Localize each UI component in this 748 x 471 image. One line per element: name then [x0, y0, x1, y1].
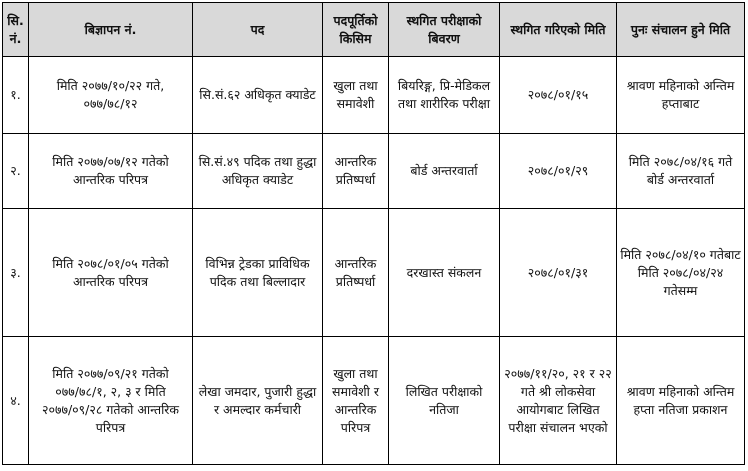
cell-postponed-exam: बियरिङ्ग, प्रि-मेडिकल तथा शारीरिक परीक्षा	[389, 57, 500, 134]
cell-post: विभिन्न ट्रेडका प्राविधिक पदिक तथा बिल्लादार	[193, 209, 323, 337]
cell-postponed-date: २०७८/०१/२९	[500, 134, 617, 209]
header-notice-number: बिज्ञापन नं.	[29, 3, 193, 57]
cell-postponed-date: २०७८/०१/३१	[500, 209, 617, 337]
table-row	[3, 57, 745, 134]
postponed-exam-table	[2, 2, 745, 465]
table-row	[3, 337, 745, 465]
cell-recruitment-type: खुला तथा समावेशी	[323, 57, 389, 134]
cell-resume-date: श्रावण महिनाको अन्तिम हप्ताबाट	[617, 57, 745, 134]
cell-recruitment-type: खुला तथा समावेशी र आन्तरिक परिपत्र	[323, 337, 389, 465]
cell-serial-number: ३.	[3, 209, 29, 337]
cell-postponed-exam: दरखास्त संकलन	[389, 209, 500, 337]
cell-post: सि.सं.४९ पदिक तथा हुद्धा अधिकृत क्याडेट	[193, 134, 323, 209]
table-row	[3, 209, 745, 337]
cell-postponed-date: २०७७/११/२०, २१ र २२ गते श्री लोकसेवा आयोगबाट लिखित परीक्षा संचालन भएको	[500, 337, 617, 465]
cell-post: लेखा जमदार, पुजारी हुद्धा र अमल्दार कर्मचारी	[193, 337, 323, 465]
cell-postponed-exam: बोर्ड अन्तरवार्ता	[389, 134, 500, 209]
cell-resume-date: मिति २०७८/०४/१० गतेबाट मिति २०७८/०४/२४ गतेसम्म	[617, 209, 745, 337]
cell-notice-number: मिति २०७७/०७/१२ गतेको आन्तरिक परिपत्र	[29, 134, 193, 209]
cell-post: सि.सं.६२ अधिकृत क्याडेट	[193, 57, 323, 134]
cell-recruitment-type: आन्तरिक प्रतिष्पर्धा	[323, 134, 389, 209]
cell-notice-number: मिति २०७८/०१/०५ गतेको आन्तरिक परिपत्र	[29, 209, 193, 337]
cell-resume-date: श्रावण महिनाको अन्तिम हप्ता नतिजा प्रकाशन	[617, 337, 745, 465]
header-postponed-exam: स्थगित परीक्षाको बिवरण	[389, 3, 500, 57]
cell-recruitment-type: आन्तरिक प्रतिष्पर्धा	[323, 209, 389, 337]
cell-resume-date: मिति २०७८/०४/१६ गते बोर्ड अन्तरवार्ता	[617, 134, 745, 209]
cell-postponed-exam: लिखित परीक्षाको नतिजा	[389, 337, 500, 465]
header-recruitment-type: पदपूर्तिको किसिम	[323, 3, 389, 57]
cell-serial-number: ४.	[3, 337, 29, 465]
cell-serial-number: २.	[3, 134, 29, 209]
table-row	[3, 134, 745, 209]
cell-serial-number: १.	[3, 57, 29, 134]
table-header-row	[3, 3, 745, 57]
header-postponed-date: स्थगित गरिएको मिति	[500, 3, 617, 57]
cell-notice-number: मिति २०७७/१०/२२ गते, ०७७/७८/१२	[29, 57, 193, 134]
header-serial-number: सि. नं.	[3, 3, 29, 57]
header-post: पद	[193, 3, 323, 57]
cell-postponed-date: २०७८/०१/१५	[500, 57, 617, 134]
cell-notice-number: मिति २०७७/०९/२१ गतेको ०७७/७८/१, २, ३ र मिति २०७७/०९/२८ गतेको आन्तरिक परिपत्र	[29, 337, 193, 465]
header-resume-date: पुनः संचालन हुने मिति	[617, 3, 745, 57]
